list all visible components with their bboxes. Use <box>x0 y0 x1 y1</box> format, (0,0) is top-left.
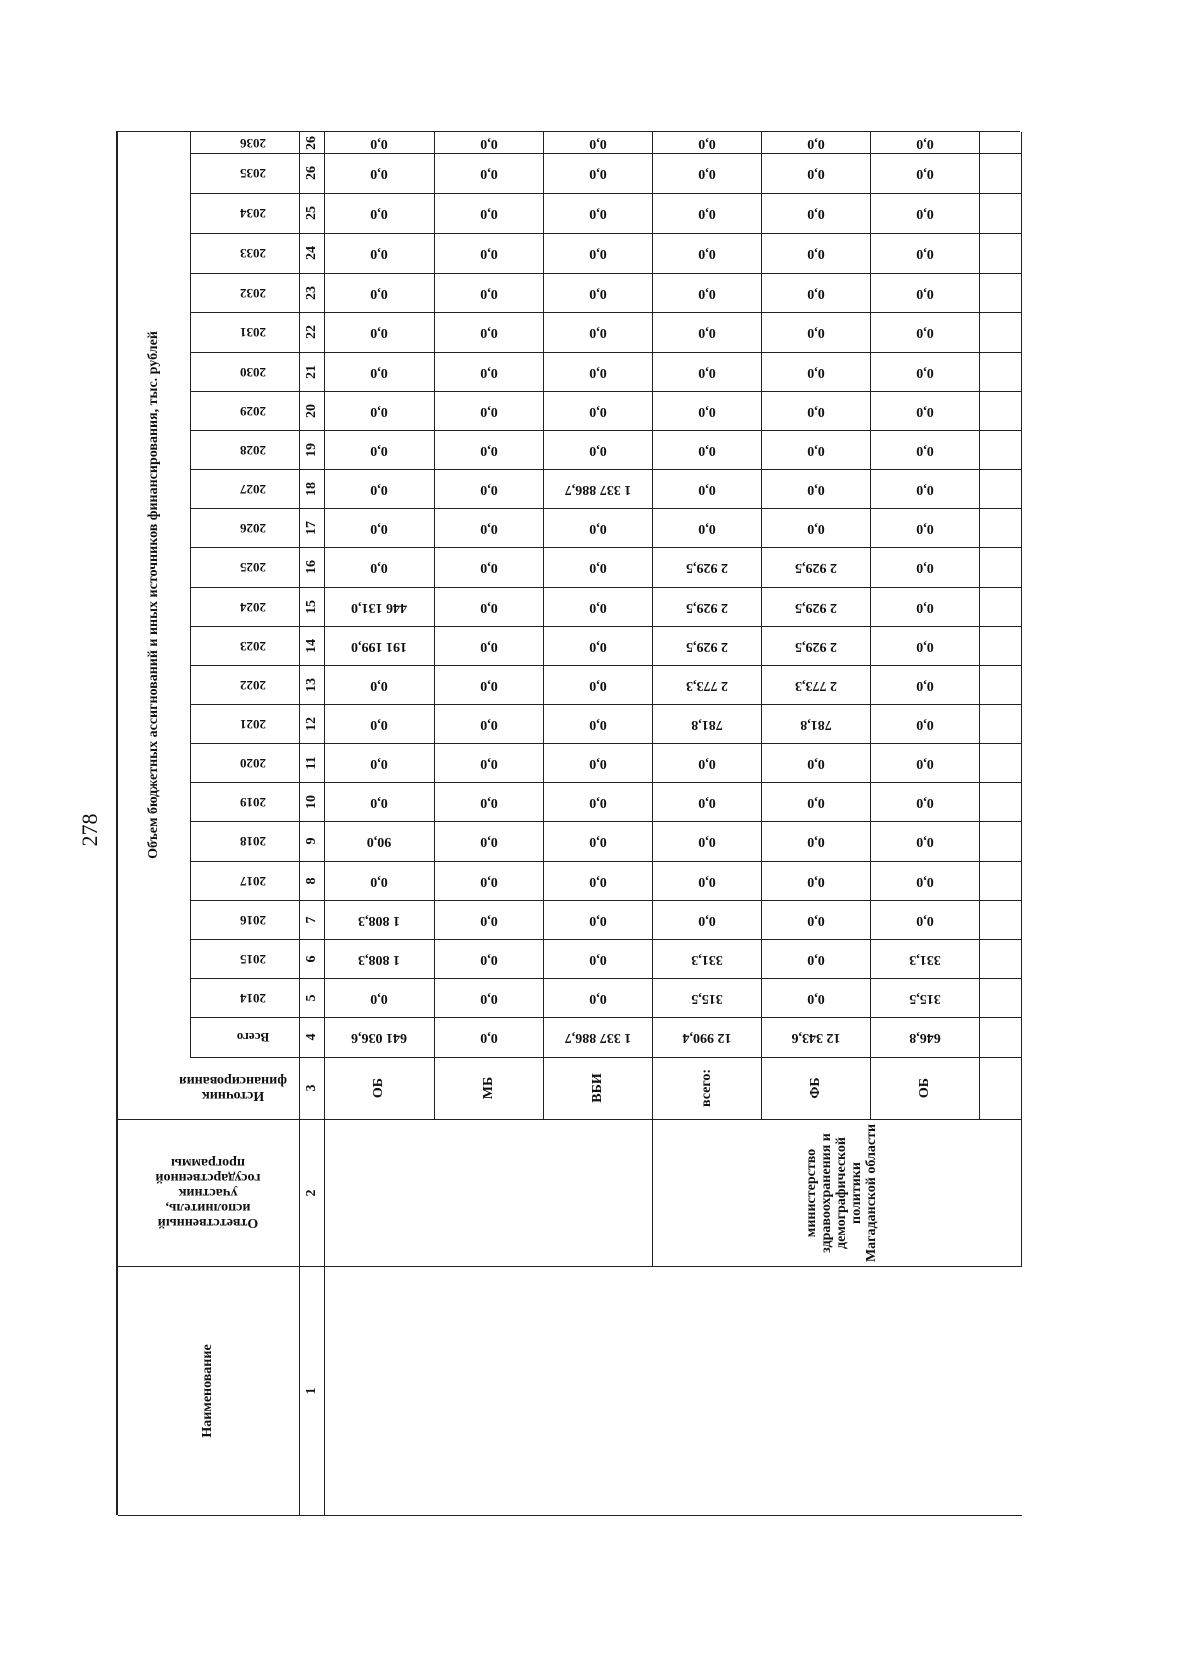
value-cell: 0,0 <box>697 755 716 771</box>
value-cell: 0,0 <box>370 755 388 771</box>
value-cell: 0,0 <box>697 403 716 419</box>
grid-line-h <box>190 821 1022 822</box>
value-cell: 0,0 <box>588 755 607 771</box>
value-cell: 781,8 <box>690 716 723 732</box>
value-cell: 0,0 <box>479 364 498 380</box>
column-number: 19 <box>303 442 319 457</box>
value-cell: 0,0 <box>479 403 498 419</box>
value-cell: 0,0 <box>697 206 716 221</box>
year-header: 2029 <box>239 403 266 419</box>
year-header: 2027 <box>239 481 266 497</box>
value-cell: 2 929,5 <box>685 560 728 575</box>
value-cell: 0,0 <box>915 912 934 928</box>
year-header: 2032 <box>239 285 266 301</box>
header-executor: Ответственный исполнитель, участник государственной программы <box>155 1155 261 1230</box>
value-cell: 0,0 <box>588 638 607 654</box>
value-cell: 0,0 <box>806 206 825 221</box>
grid-line-h <box>190 704 1022 705</box>
year-header: 2026 <box>239 520 266 536</box>
value-cell: 0,0 <box>479 638 498 654</box>
value-cell: 0,0 <box>370 325 388 340</box>
value-cell: 315,5 <box>908 990 941 1006</box>
column-number: 11 <box>303 755 319 770</box>
column-number: 13 <box>303 677 319 692</box>
value-cell: 0,0 <box>588 716 607 732</box>
value-cell: 0,0 <box>479 990 498 1006</box>
value-cell: 641 036,6 <box>351 1030 407 1045</box>
value-cell: 0,0 <box>806 325 825 340</box>
value-cell: 0,0 <box>588 834 607 849</box>
value-cell: 0,0 <box>588 951 607 967</box>
value-cell: 0,0 <box>588 364 607 380</box>
grid-line-h <box>190 587 1022 588</box>
grid-line-h <box>190 782 1022 783</box>
column-number: 24 <box>303 246 319 260</box>
value-cell: 0,0 <box>806 873 825 889</box>
column-number: 1 <box>303 1387 319 1394</box>
value-cell: 0,0 <box>915 755 934 771</box>
value-cell: 0,0 <box>915 166 934 181</box>
year-header: 2024 <box>239 599 266 615</box>
column-number: 8 <box>303 877 319 884</box>
grid-line-h <box>190 391 1022 392</box>
year-header: 2023 <box>239 638 266 654</box>
value-cell: 0,0 <box>915 246 934 261</box>
value-cell: 0,0 <box>479 560 498 575</box>
value-cell: 90,0 <box>366 834 392 849</box>
column-number: 5 <box>303 994 319 1001</box>
column-number: 26 <box>303 166 319 180</box>
funding-source-cell: всего: <box>698 1069 714 1108</box>
year-header: 2015 <box>239 951 266 967</box>
value-cell: 0,0 <box>588 135 607 151</box>
year-header: 2014 <box>239 990 266 1006</box>
grid-line-h <box>118 1266 1022 1267</box>
year-header: 2019 <box>239 794 266 810</box>
grid-line-h <box>190 469 1022 470</box>
value-cell: 0,0 <box>479 677 498 693</box>
value-cell: 0,0 <box>697 166 716 181</box>
year-header: 2036 <box>239 135 266 151</box>
value-cell: 0,0 <box>479 325 498 340</box>
column-number: 16 <box>303 560 319 574</box>
value-cell: 0,0 <box>806 246 825 261</box>
column-number: 26 <box>303 135 319 150</box>
grid-line-v <box>652 132 653 1119</box>
value-cell: 0,0 <box>479 135 498 151</box>
value-cell: 1 337 886,7 <box>564 1030 631 1045</box>
value-cell: 0,0 <box>915 834 934 849</box>
value-cell: 0,0 <box>479 481 498 497</box>
grid-line-h <box>118 1515 1022 1516</box>
value-cell: 0,0 <box>806 794 825 810</box>
value-cell: 2 929,5 <box>685 599 728 615</box>
value-cell: 0,0 <box>370 520 388 536</box>
value-cell: 0,0 <box>479 442 498 458</box>
value-cell: 0,0 <box>806 442 825 458</box>
column-number: 17 <box>303 520 319 535</box>
grid-line-v <box>299 132 300 1515</box>
year-header: 2025 <box>239 560 266 575</box>
value-cell: 0,0 <box>370 794 388 810</box>
value-cell: 0,0 <box>370 206 388 221</box>
value-cell: 0,0 <box>370 873 388 889</box>
column-number: 20 <box>303 403 319 418</box>
value-cell: 0,0 <box>479 166 498 181</box>
value-cell: 0,0 <box>915 520 934 536</box>
value-cell: 0,0 <box>588 560 607 575</box>
value-cell: 0,0 <box>806 403 825 419</box>
column-number: 2 <box>303 1189 319 1196</box>
column-number: 10 <box>303 794 319 809</box>
value-cell: 0,0 <box>370 990 388 1006</box>
value-cell: 0,0 <box>915 638 934 654</box>
value-cell: 0,0 <box>370 481 388 497</box>
column-number: 18 <box>303 481 319 496</box>
value-cell: 1 808,3 <box>358 951 400 967</box>
value-cell: 0,0 <box>806 166 825 181</box>
value-cell: 0,0 <box>479 834 498 849</box>
value-cell: 0,0 <box>588 794 607 810</box>
value-cell: 0,0 <box>697 912 716 928</box>
value-cell: 0,0 <box>697 834 716 849</box>
value-cell: 0,0 <box>370 403 388 419</box>
value-cell: 0,0 <box>479 716 498 732</box>
value-cell: 0,0 <box>588 873 607 889</box>
year-header: 2021 <box>239 716 266 732</box>
value-cell: 0,0 <box>370 716 388 732</box>
value-cell: 0,0 <box>806 285 825 301</box>
value-cell: 0,0 <box>588 677 607 693</box>
value-cell: 0,0 <box>588 990 607 1006</box>
year-header: 2018 <box>239 834 266 849</box>
grid-line-h <box>190 233 1022 234</box>
grid-line-v <box>543 132 544 1119</box>
column-number: 9 <box>303 837 319 845</box>
funding-source-cell: ОБ <box>916 1077 932 1099</box>
executor-cell: министерство здравоохранения и демографической политики Магаданской области <box>803 1123 879 1262</box>
funding-source-cell: ВБИ <box>589 1073 605 1103</box>
value-cell: 0,0 <box>915 560 934 575</box>
value-cell: 0,0 <box>588 325 607 340</box>
value-cell: 0,0 <box>588 912 607 928</box>
value-cell: 0,0 <box>479 755 498 771</box>
value-cell: 1 808,3 <box>358 912 400 928</box>
value-cell: 315,5 <box>690 990 723 1006</box>
grid-line-h <box>190 193 1022 194</box>
value-cell: 0,0 <box>806 755 825 771</box>
grid-line-h <box>190 508 1022 509</box>
value-cell: 0,0 <box>915 794 934 810</box>
value-cell: 0,0 <box>370 364 388 380</box>
value-cell: 2 929,5 <box>685 638 728 654</box>
value-cell: 0,0 <box>915 325 934 340</box>
grid-line-v <box>979 132 980 1119</box>
value-cell: 0,0 <box>915 716 934 732</box>
value-cell: 1 337 886,7 <box>564 481 631 497</box>
value-cell: 0,0 <box>588 442 607 458</box>
grid-line-v <box>761 132 762 1119</box>
value-cell: 0,0 <box>479 873 498 889</box>
value-cell: 0,0 <box>588 520 607 536</box>
grid-line-h <box>190 978 1022 979</box>
value-cell: 646,8 <box>908 1030 941 1045</box>
value-cell: 0,0 <box>697 364 716 380</box>
grid-line-v <box>870 132 871 1119</box>
grid-line-v <box>652 1119 653 1266</box>
value-cell: 0,0 <box>806 912 825 928</box>
value-cell: 0,0 <box>915 285 934 301</box>
value-cell: 191 199,0 <box>351 638 407 654</box>
value-cell: 0,0 <box>915 599 934 615</box>
value-cell: 0,0 <box>370 135 388 151</box>
funding-source-cell: ОБ <box>371 1077 386 1099</box>
value-cell: 0,0 <box>697 246 716 261</box>
value-cell: 0,0 <box>806 834 825 849</box>
header-funding-volume: Объем бюджетных ассигнований и иных источников финансирования, тыс. рублей <box>146 330 161 859</box>
value-cell: 0,0 <box>915 403 934 419</box>
value-cell: 0,0 <box>697 285 716 301</box>
column-number: 3 <box>303 1084 319 1092</box>
column-number: 23 <box>303 285 319 300</box>
value-cell: 0,0 <box>479 206 498 221</box>
value-cell: 331,3 <box>908 951 941 967</box>
value-cell: 0,0 <box>806 135 825 151</box>
value-cell: 0,0 <box>370 166 388 181</box>
year-header: 2016 <box>239 912 266 928</box>
value-cell: 12 990,4 <box>682 1030 731 1045</box>
value-cell: 0,0 <box>915 873 934 889</box>
grid-line-h <box>190 273 1022 274</box>
value-cell: 0,0 <box>479 951 498 967</box>
year-header: 2031 <box>239 325 266 340</box>
value-cell: 0,0 <box>588 403 607 419</box>
column-number: 4 <box>303 1033 319 1041</box>
grid-line-h <box>190 665 1022 666</box>
grid-line-v <box>324 132 325 1515</box>
page-number: 278 <box>77 813 102 847</box>
year-header: 2020 <box>239 755 266 771</box>
grid-line-h <box>190 626 1022 627</box>
year-header: 2028 <box>239 442 266 458</box>
funding-source-cell: МБ <box>480 1076 496 1100</box>
column-number: 21 <box>303 364 319 379</box>
value-cell: 0,0 <box>806 990 825 1006</box>
column-number: 12 <box>303 716 319 731</box>
value-cell: 0,0 <box>479 520 498 536</box>
value-cell: 446 131,0 <box>351 599 407 615</box>
value-cell: 0,0 <box>915 364 934 380</box>
year-header: Всего <box>236 1030 269 1045</box>
value-cell: 0,0 <box>479 912 498 928</box>
value-cell: 0,0 <box>479 794 498 810</box>
value-cell: 2 773,3 <box>685 677 728 693</box>
value-cell: 0,0 <box>370 285 388 301</box>
funding-source-cell: ФБ <box>807 1077 823 1099</box>
value-cell: 0,0 <box>697 794 716 810</box>
column-number: 7 <box>303 916 319 923</box>
year-header: 2017 <box>239 873 266 889</box>
year-header: 2034 <box>239 206 266 221</box>
column-number: 14 <box>303 638 319 653</box>
grid-line-h <box>190 939 1022 940</box>
value-cell: 0,0 <box>806 481 825 497</box>
value-cell: 0,0 <box>588 599 607 615</box>
funding-table <box>116 131 1020 1515</box>
value-cell: 0,0 <box>915 677 934 693</box>
header-funding-source: Источник финансирования <box>178 1073 287 1103</box>
value-cell: 0,0 <box>479 599 498 615</box>
value-cell: 0,0 <box>915 206 934 221</box>
header-name: Наименование <box>200 1343 215 1438</box>
value-cell: 0,0 <box>915 442 934 458</box>
year-header: 2035 <box>239 166 266 181</box>
value-cell: 331,3 <box>690 951 723 967</box>
value-cell: 0,0 <box>806 520 825 536</box>
value-cell: 2 929,5 <box>794 638 837 654</box>
value-cell: 0,0 <box>588 166 607 181</box>
grid-line-v <box>190 132 191 1057</box>
value-cell: 0,0 <box>806 364 825 380</box>
value-cell: 0,0 <box>806 951 825 967</box>
value-cell: 781,8 <box>799 716 832 732</box>
value-cell: 0,0 <box>697 873 716 889</box>
value-cell: 0,0 <box>697 481 716 497</box>
grid-line-v <box>434 132 435 1119</box>
grid-line-h <box>190 861 1022 862</box>
grid-line-h <box>190 312 1022 313</box>
value-cell: 2 773,3 <box>794 677 837 693</box>
column-number: 22 <box>303 325 319 339</box>
value-cell: 0,0 <box>479 246 498 261</box>
grid-line-h <box>190 743 1022 744</box>
column-number: 15 <box>303 599 319 614</box>
value-cell: 0,0 <box>370 677 388 693</box>
value-cell: 0,0 <box>479 1030 498 1045</box>
value-cell: 0,0 <box>697 520 716 536</box>
grid-line-h <box>118 1119 1022 1120</box>
value-cell: 0,0 <box>479 285 498 301</box>
value-cell: 2 929,5 <box>794 560 837 575</box>
grid-line-v <box>1021 132 1022 1266</box>
value-cell: 0,0 <box>915 135 934 151</box>
value-cell: 0,0 <box>588 285 607 301</box>
value-cell: 0,0 <box>588 206 607 221</box>
grid-line-h <box>190 900 1022 901</box>
value-cell: 0,0 <box>370 442 388 458</box>
grid-line-h <box>190 1017 1022 1018</box>
column-number: 25 <box>303 206 319 220</box>
grid-line-h <box>190 430 1022 431</box>
grid-line-h <box>190 547 1022 548</box>
value-cell: 2 929,5 <box>794 599 837 615</box>
year-header: 2022 <box>239 677 266 693</box>
grid-line-h <box>190 352 1022 353</box>
value-cell: 0,0 <box>588 246 607 261</box>
value-cell: 0,0 <box>370 246 388 261</box>
value-cell: 0,0 <box>370 560 388 575</box>
value-cell: 0,0 <box>697 325 716 340</box>
value-cell: 0,0 <box>915 481 934 497</box>
value-cell: 0,0 <box>697 442 716 458</box>
column-number: 6 <box>303 955 319 962</box>
year-header: 2033 <box>239 246 266 261</box>
value-cell: 12 343,6 <box>791 1030 840 1045</box>
year-header: 2030 <box>239 364 266 380</box>
value-cell: 0,0 <box>697 135 716 151</box>
